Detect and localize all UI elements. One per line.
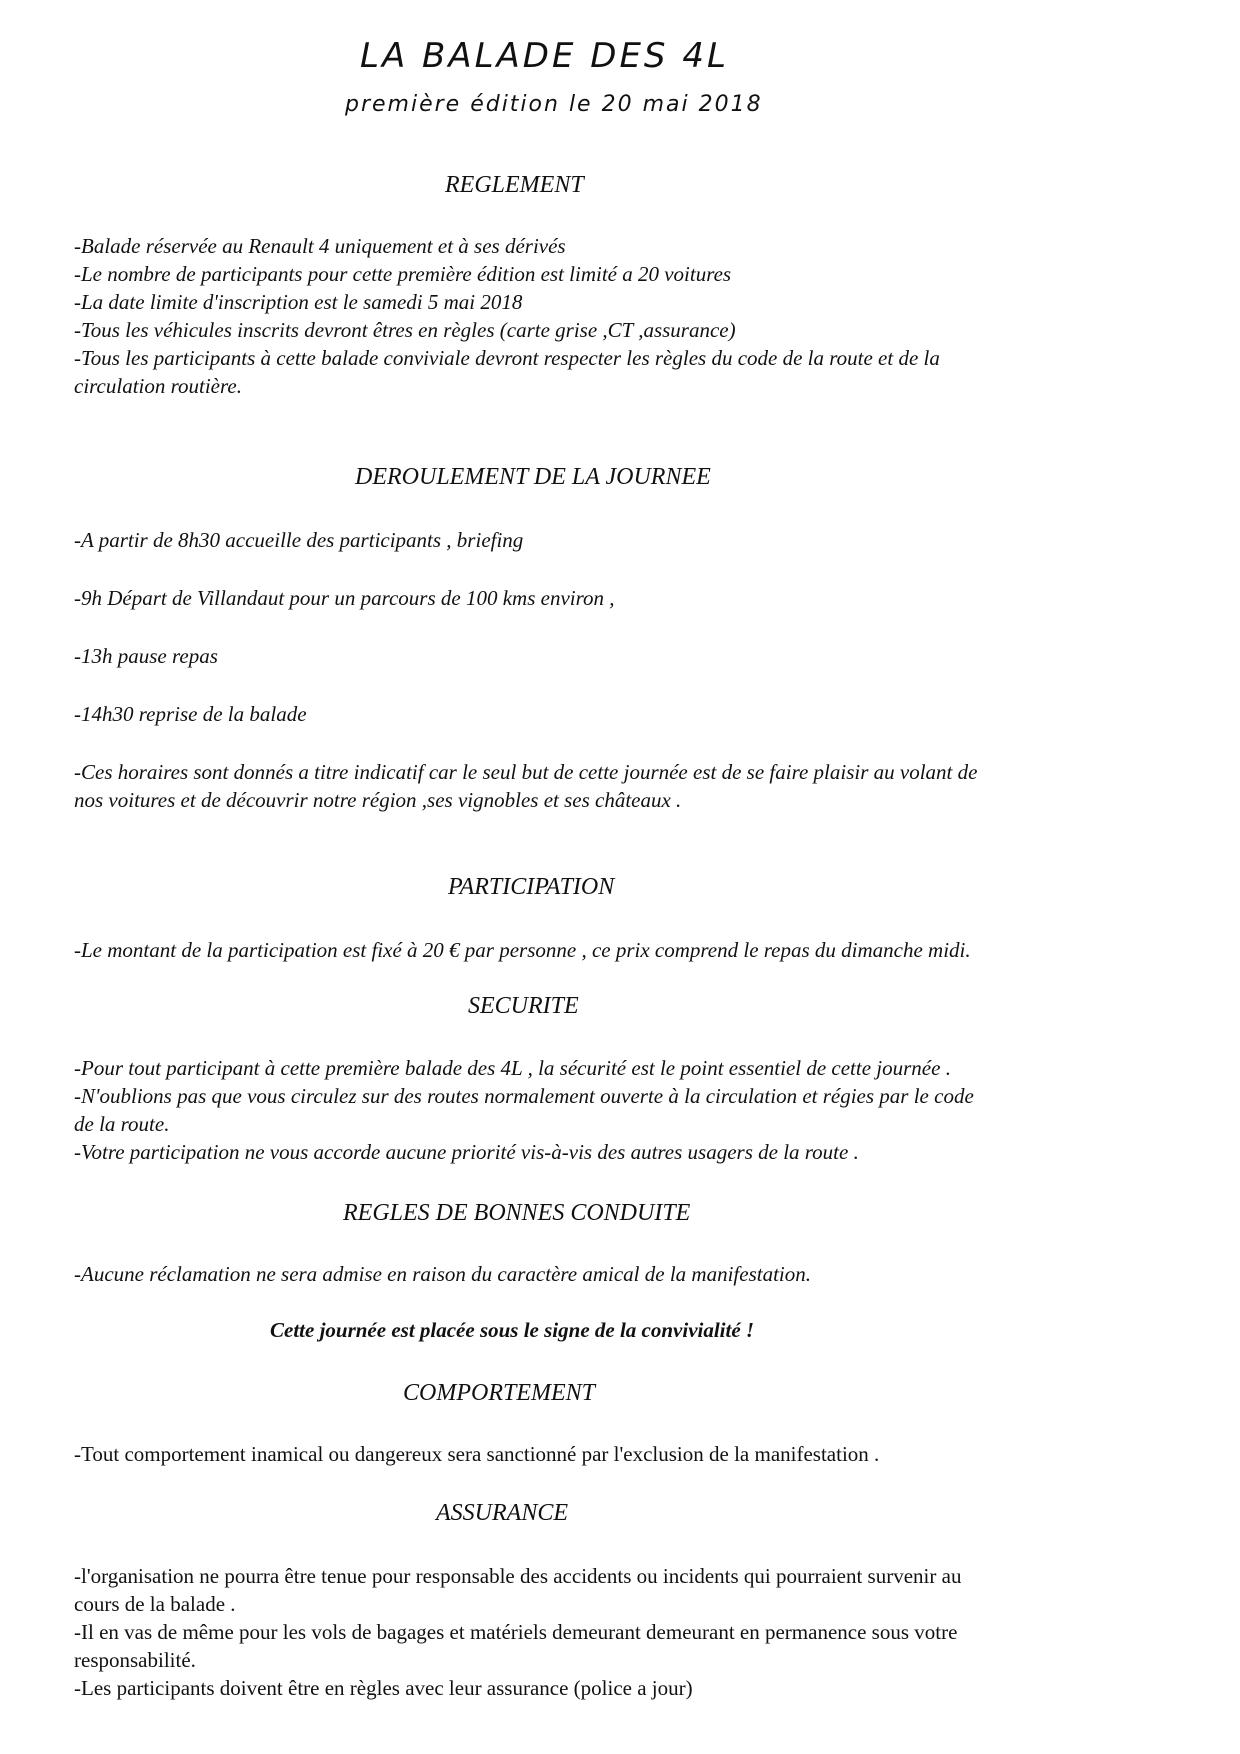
deroulement-item: -A partir de 8h30 accueille des participants , briefing <box>74 528 524 552</box>
assurance-line: -Il en vas de même pour les vols de bagages et matériels demeurant demeurant en permanence sous votre <box>74 1620 958 1644</box>
conviviality-slogan: Cette journée est placée sous le signe de la convivialité ! <box>270 1318 755 1342</box>
assurance-line: cours de la balade . <box>74 1592 236 1616</box>
deroulement-note-line: -Ces horaires sont donnés a titre indicatif car le seul but de cette journée est de se faire plaisir au volant de <box>74 760 978 784</box>
comportement-line: -Tout comportement inamical ou dangereux sera sanctionné par l'exclusion de la manifestation . <box>74 1442 880 1466</box>
securite-line: -N'oublions pas que vous circulez sur des routes normalement ouverte à la circulation et régies par le code <box>74 1084 974 1108</box>
reglement-line: -La date limite d'inscription est le samedi 5 mai 2018 <box>74 290 523 314</box>
deroulement-note-line: nos voitures et de découvrir notre région ,ses vignobles et ses châteaux . <box>74 788 682 812</box>
deroulement-item: -9h Départ de Villandaut pour un parcours de 100 kms environ , <box>74 586 615 610</box>
heading-reglement: REGLEMENT <box>445 172 584 198</box>
heading-securite: SECURITE <box>468 993 579 1019</box>
securite-line: de la route. <box>74 1112 170 1136</box>
reglement-line: -Tous les véhicules inscrits devront êtres en règles (carte grise ,CT ,assurance) <box>74 318 736 342</box>
heading-participation: PARTICIPATION <box>448 874 615 900</box>
securite-text <box>74 1054 1174 1166</box>
reglement-text <box>74 232 1174 400</box>
document-title: LA BALADE DES 4L <box>360 36 729 76</box>
regles-text <box>74 1260 1174 1288</box>
deroulement-note <box>74 758 1174 814</box>
heading-comportement: COMPORTEMENT <box>403 1380 595 1406</box>
regles-line: -Aucune réclamation ne sera admise en raison du caractère amical de la manifestation. <box>74 1262 811 1286</box>
participation-text <box>74 936 1174 964</box>
heading-deroulement: DEROULEMENT DE LA JOURNEE <box>355 464 711 490</box>
reglement-line: -Balade réservée au Renault 4 uniquement et à ses dérivés <box>74 234 566 258</box>
reglement-line: -Le nombre de participants pour cette première édition est limité a 20 voitures <box>74 262 732 286</box>
deroulement-item: -13h pause repas <box>74 644 218 668</box>
assurance-line: responsabilité. <box>74 1648 196 1672</box>
assurance-text <box>74 1562 1174 1702</box>
comportement-text <box>74 1440 1174 1468</box>
securite-line: -Pour tout participant à cette première balade des 4L , la sécurité est le point essentiel de cette journée . <box>74 1056 951 1080</box>
assurance-line: -Les participants doivent être en règles avec leur assurance (police a jour) <box>74 1676 693 1700</box>
participation-line: -Le montant de la participation est fixé à 20 € par personne , ce prix comprend le repas du dimanche midi. <box>74 938 971 962</box>
deroulement-item: -14h30 reprise de la balade <box>74 702 307 726</box>
heading-regles: REGLES DE BONNES CONDUITE <box>343 1200 691 1226</box>
reglement-line: circulation routière. <box>74 374 242 398</box>
assurance-line: -l'organisation ne pourra être tenue pour responsable des accidents ou incidents qui pourraient survenir au <box>74 1564 962 1588</box>
document-subtitle: première édition le 20 mai 2018 <box>345 92 763 117</box>
heading-assurance: ASSURANCE <box>436 1500 568 1526</box>
securite-line: -Votre participation ne vous accorde aucune priorité vis-à-vis des autres usagers de la route . <box>74 1140 859 1164</box>
reglement-line: -Tous les participants à cette balade conviviale devront respecter les règles du code de la route et de la <box>74 346 940 370</box>
